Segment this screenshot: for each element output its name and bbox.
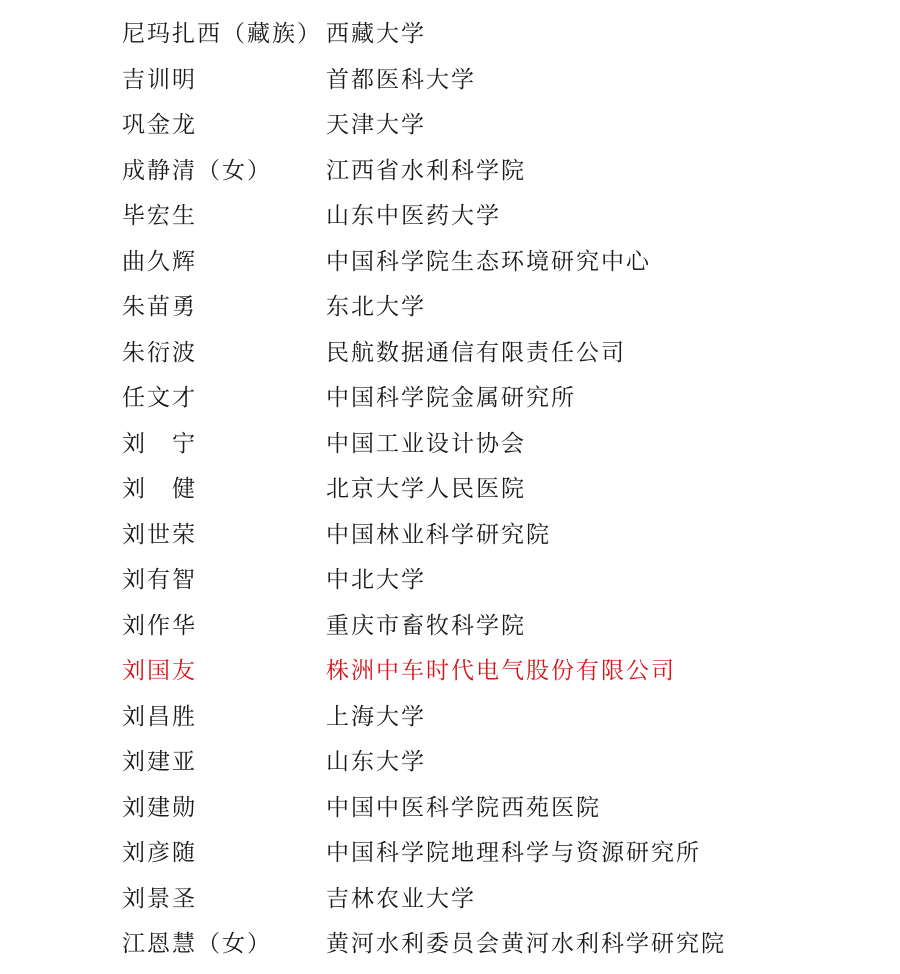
organization-name: 山东中医药大学 [326,203,501,229]
organization-name: 中国工业设计协会 [326,430,526,457]
list-item [0,240,900,286]
list-item [0,149,900,195]
list-item [0,103,900,149]
person-name: 任文才 [122,385,197,411]
organization-name: 株洲中车时代电气股份有限公司 [326,658,676,684]
organization-name: 吉林农业大学 [326,885,476,912]
person-name: 刘 健 [122,476,197,502]
list-item [0,376,900,422]
person-name: 朱苗勇 [122,294,197,320]
list-item [0,922,900,968]
list-item [0,194,900,240]
person-name: 巩金龙 [122,112,197,138]
person-name: 刘景圣 [122,885,197,912]
list-item [0,695,900,741]
person-name: 刘 宁 [122,430,197,457]
person-name: 成静清（女） [122,157,272,184]
list-item [0,58,900,104]
list-item [0,467,900,513]
person-name: 江恩慧（女） [122,931,272,957]
person-name: 尼玛扎西（藏族） [122,21,322,47]
person-name: 刘昌胜 [122,703,197,730]
person-name: 刘建勋 [122,794,197,821]
organization-name: 山东大学 [326,749,426,775]
person-name: 毕宏生 [122,203,197,229]
organization-name: 中北大学 [326,567,426,593]
organization-name: 首都医科大学 [326,66,476,93]
organization-name: 中国科学院金属研究所 [326,385,576,411]
organization-name: 西藏大学 [326,21,426,47]
person-name: 吉训明 [122,66,197,93]
list-item [0,12,900,58]
list-item [0,331,900,377]
person-name: 曲久辉 [122,248,197,275]
person-name: 刘世荣 [122,521,197,548]
organization-name: 中国中医科学院西苑医院 [326,794,601,821]
list-item [0,285,900,331]
person-name: 刘彦随 [122,840,197,866]
person-name: 刘有智 [122,567,197,593]
organization-name: 中国科学院地理科学与资源研究所 [326,840,701,866]
person-name: 刘作华 [122,612,197,639]
list-item [0,513,900,559]
list-item [0,740,900,786]
list-item [0,422,900,468]
organization-name: 北京大学人民医院 [326,476,526,502]
organization-name: 重庆市畜牧科学院 [326,612,526,639]
list-item [0,831,900,877]
organization-name: 黄河水利委员会黄河水利科学研究院 [326,931,726,957]
organization-name: 上海大学 [326,703,426,730]
person-name: 刘国友 [122,658,197,684]
name-list [0,12,900,968]
highlighted-list-item [0,649,900,695]
organization-name: 民航数据通信有限责任公司 [326,339,626,366]
organization-name: 东北大学 [326,294,426,320]
organization-name: 天津大学 [326,112,426,138]
organization-name: 中国林业科学研究院 [326,521,551,548]
organization-name: 中国科学院生态环境研究中心 [326,248,651,275]
list-item [0,877,900,923]
organization-name: 江西省水利科学院 [326,157,526,184]
list-item [0,604,900,650]
list-item [0,786,900,832]
list-item [0,558,900,604]
person-name: 朱衍波 [122,339,197,366]
person-name: 刘建亚 [122,749,197,775]
